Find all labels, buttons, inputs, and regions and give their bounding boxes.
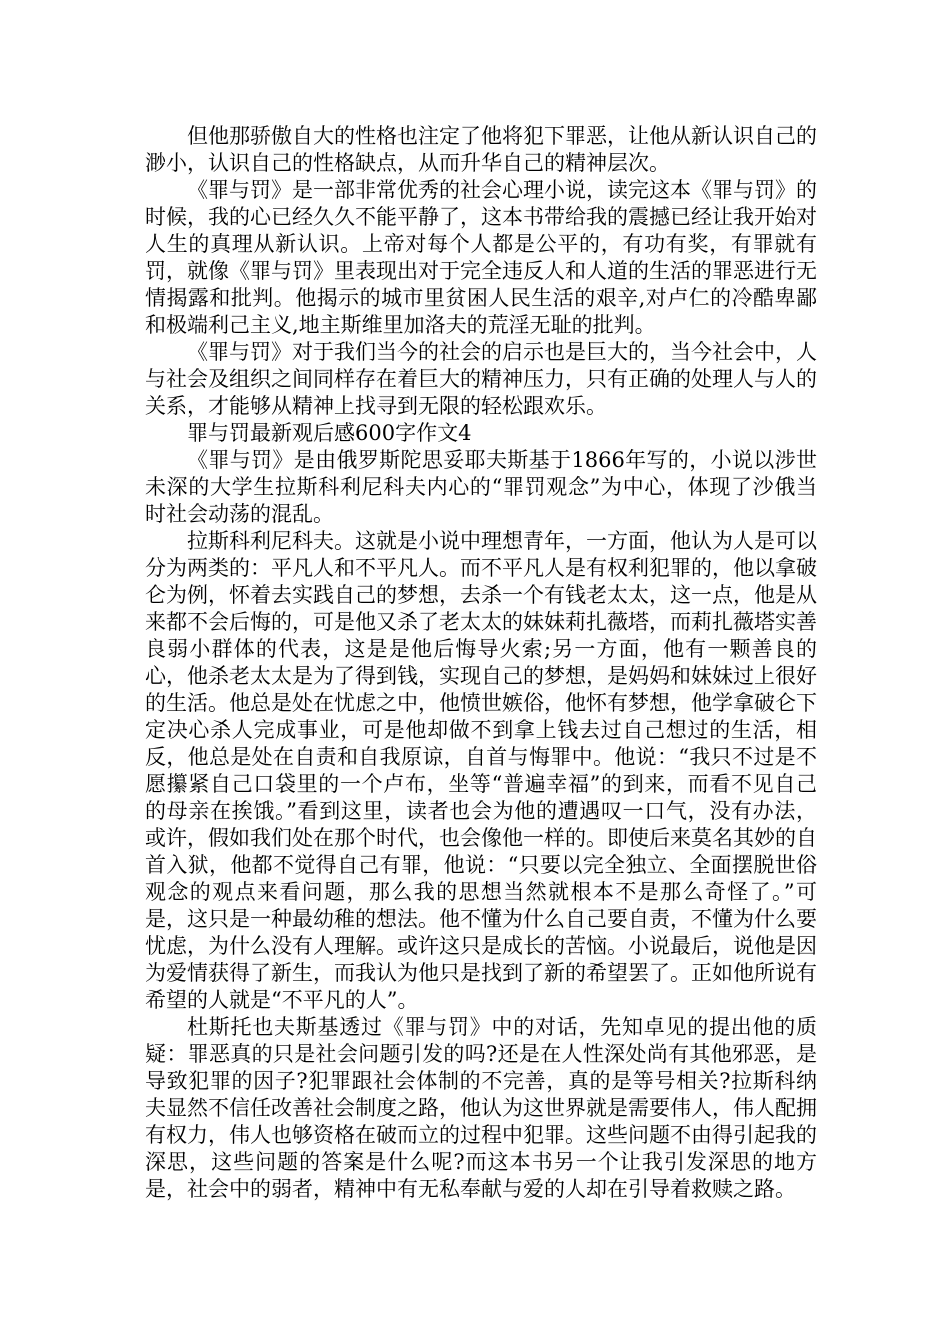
paragraph-intro-continuation: 但他那骄傲自大的性格也注定了他将犯下罪恶，让他从新认识自己的渺小，认识自己的性格缺点，从而升华自己的精神层次。 (145, 124, 817, 175)
section-heading: 罪与罚最新观后感600字作文4 (187, 421, 472, 445)
paragraph-novel-background: 《罪与罚》是由俄罗斯陀思妥耶夫斯基于1866年写的，小说以涉世未深的大学生拉斯科利尼科夫内心的“罪罚观念”为中心，体现了沙俄当时社会动荡的混乱。 (145, 448, 817, 526)
paragraph-author-questions: 杜斯托也夫斯基透过《罪与罚》中的对话，先知卓见的提出他的质疑：罪恶真的只是社会问题引发的吗?还是在人性深处尚有其他邪恶，是导致犯罪的因子?犯罪跟社会体制的不完善，真的是等号相关?拉斯科纳夫显然不信任改善社会制度之路，他认为这世界就是需要伟人，伟人配拥有权力，伟人也够资格在破而立的过程中犯罪。这些问题不由得引起我的深思，这些问题的答案是什么呢?而这本书另一个让我引发深思的地方是，社会中的弱者，精神中有无私奉献与爱的人却在引导着救赎之路。 (145, 1015, 817, 1201)
document-body (145, 123, 817, 1203)
paragraph-social-insight: 《罪与罚》对于我们当今的社会的启示也是巨大的，当今社会中，人与社会及组织之间同样存在着巨大的精神压力，只有正确的处理人与人的关系，才能够从精神上找寻到无限的轻松跟欢乐。 (145, 340, 817, 418)
paragraph-character-analysis: 拉斯科利尼科夫。这就是小说中理想青年，一方面，他认为人是可以分为两类的：平凡人和不平凡人。而不平凡人是有权利犯罪的，他以拿破仑为例，怀着去实践自己的梦想，去杀一个有钱老太太，这一点，他是从来都不会后悔的，可是他又杀了老太太的妹妹莉扎薇塔，而莉扎薇塔实善良弱小群体的代表，这是是他后悔导火索;另一方面，他有一颗善良的心，他杀老太太是为了得到钱，实现自己的梦想，是妈妈和妹妹过上很好的生活。他总是处在忧虑之中，他愤世嫉俗，他怀有梦想，他学拿破仑下定决心杀人完成事业，可是他却做不到拿上钱去过自己想过的生活，相反，他总是处在自责和自我原谅，自首与悔罪中。他说：“我只不过是不愿攥紧自己口袋里的一个卢布，坐等“普遍幸福”的到来，而看不见自己的母亲在挨饿。”看到这里，读者也会为他的遭遇叹一口气，没有办法，或许，假如我们处在那个时代，也会像他一样的。即使后来莫名其妙的自首入狱，他都不觉得自己有罪，他说：“只要以完全独立、全面摆脱世俗观念的观点来看问题，那么我的思想当然就根本不是那么奇怪了。”可是，这只是一种最幼稚的想法。他不懂为什么自己要自责，不懂为什么要忧虑，为什么没有人理解。或许这只是成长的苦恼。小说最后，说他是因为爱情获得了新生，而我认为他只是找到了新的希望罢了。正如他所说有希望的人就是“不平凡的人”。 (145, 529, 817, 1012)
paragraph-novel-review: 《罪与罚》是一部非常优秀的社会心理小说，读完这本《罪与罚》的时候，我的心已经久久不能平静了，这本书带给我的震撼已经让我开始对人生的真理从新认识。上帝对每个人都是公平的，有功有奖，有罪就有罚，就像《罪与罚》里表现出对于完全违反人和人道的生活的罪恶进行无情揭露和批判。他揭示的城市里贫困人民生活的艰辛,对卢仁的冷酷卑鄙和极端利己主义,地主斯维里加洛夫的荒淫无耻的批判。 (145, 178, 817, 337)
